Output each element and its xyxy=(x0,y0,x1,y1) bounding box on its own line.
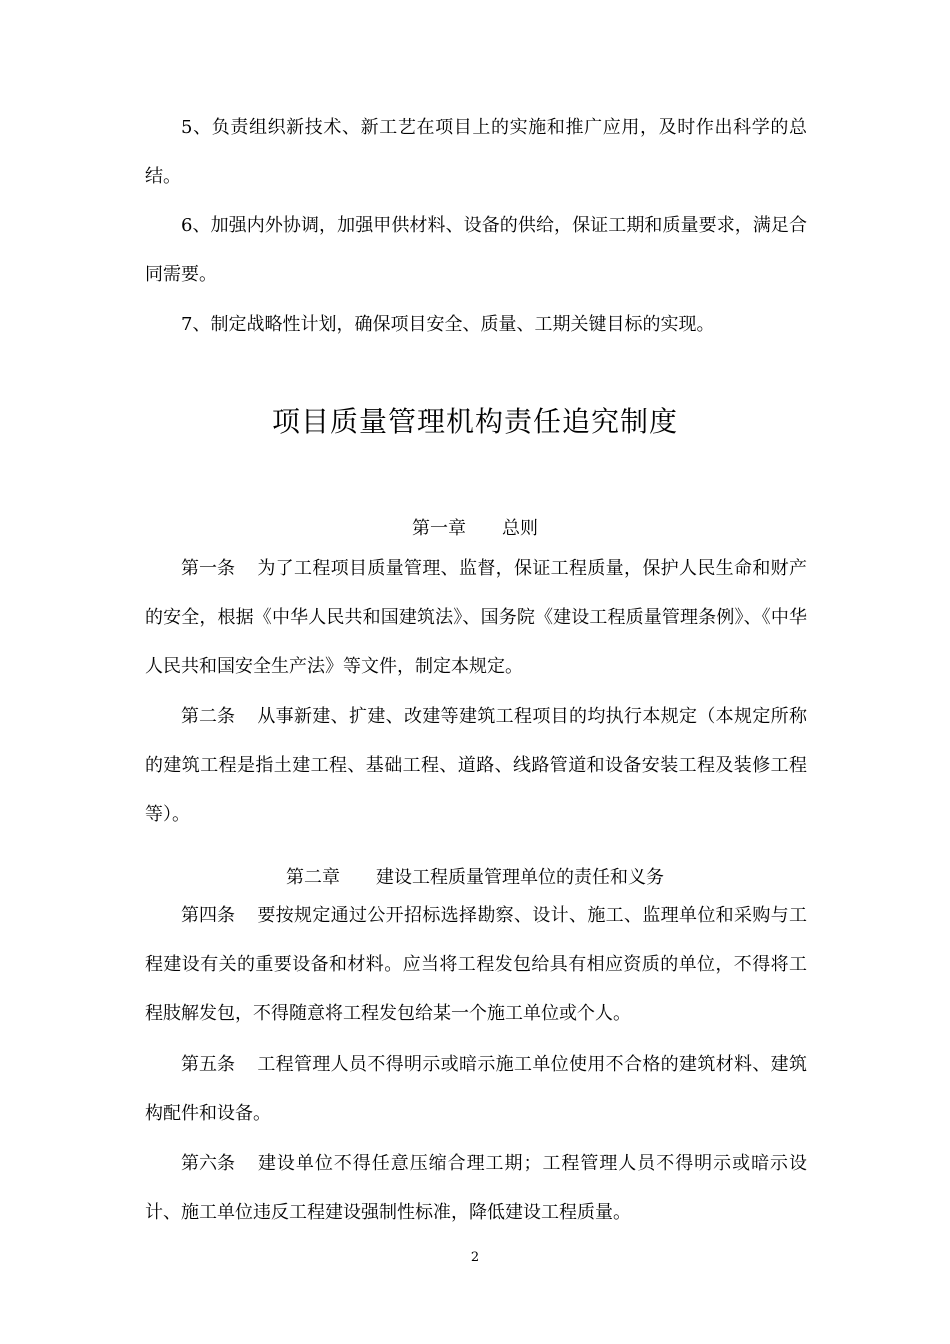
article-6 xyxy=(145,1139,807,1237)
document-title: 项目质量管理机构责任追究制度 xyxy=(271,405,678,438)
article-6-text: 建设单位不得任意压缩合理工期；工程管理人员不得明示或暗示设计、施工单位违反工程建设强制性标准，降低建设工程质量。 xyxy=(145,1153,807,1223)
article-2-label: 第二条 xyxy=(181,706,235,727)
article-4 xyxy=(145,891,807,1038)
article-4-label: 第四条 xyxy=(181,905,235,926)
article-5-text: 工程管理人员不得明示或暗示施工单位使用不合格的建筑材料、建筑构配件和设备。 xyxy=(145,1054,807,1124)
article-2-text: 从事新建、扩建、改建等建筑工程项目的均执行本规定（本规定所称的建筑工程是指土建工程、基础工程、道路、线路管道和设备安装工程及装修工程等）。 xyxy=(145,706,807,825)
chapter-2-number: 第二章 xyxy=(286,867,340,888)
article-5 xyxy=(145,1040,807,1138)
page-number: 2 xyxy=(470,1250,480,1265)
list-item-5: 5、负责组织新技术、新工艺在项目上的实施和推广应用，及时作出科学的总结。 xyxy=(145,117,807,187)
article-4-text: 要按规定通过公开招标选择勘察、设计、施工、监理单位和采购与工程建设有关的重要设备和材料。应当将工程发包给具有相应资质的单位，不得将工程肢解发包，不得随意将工程发包给某一个施工单位或个人。 xyxy=(145,905,807,1024)
chapter-2-name: 建设工程质量管理单位的责任和义务 xyxy=(376,867,664,888)
chapter-2-heading xyxy=(0,863,950,893)
chapter-1-name: 总则 xyxy=(502,518,538,539)
article-5-label: 第五条 xyxy=(181,1054,235,1075)
list-item-6: 6、加强内外协调，加强甲供材料、设备的供给，保证工期和质量要求，满足合同需要。 xyxy=(145,215,807,285)
article-1-text: 为了工程项目质量管理、监督，保证工程质量，保护人民生命和财产的安全，根据《中华人民共和国建筑法》、国务院《建设工程质量管理条例》、《中华人民共和国安全生产法》等文件，制定本规定。 xyxy=(145,558,807,677)
list-item-7: 7、制定战略性计划，确保项目安全、质量、工期关键目标的实现。 xyxy=(181,314,715,335)
article-2 xyxy=(145,692,807,839)
article-6-label: 第六条 xyxy=(181,1153,235,1174)
article-1-label: 第一条 xyxy=(181,558,235,579)
article-1 xyxy=(145,544,807,691)
chapter-1-heading xyxy=(0,514,950,544)
chapter-1-number: 第一章 xyxy=(412,518,466,539)
